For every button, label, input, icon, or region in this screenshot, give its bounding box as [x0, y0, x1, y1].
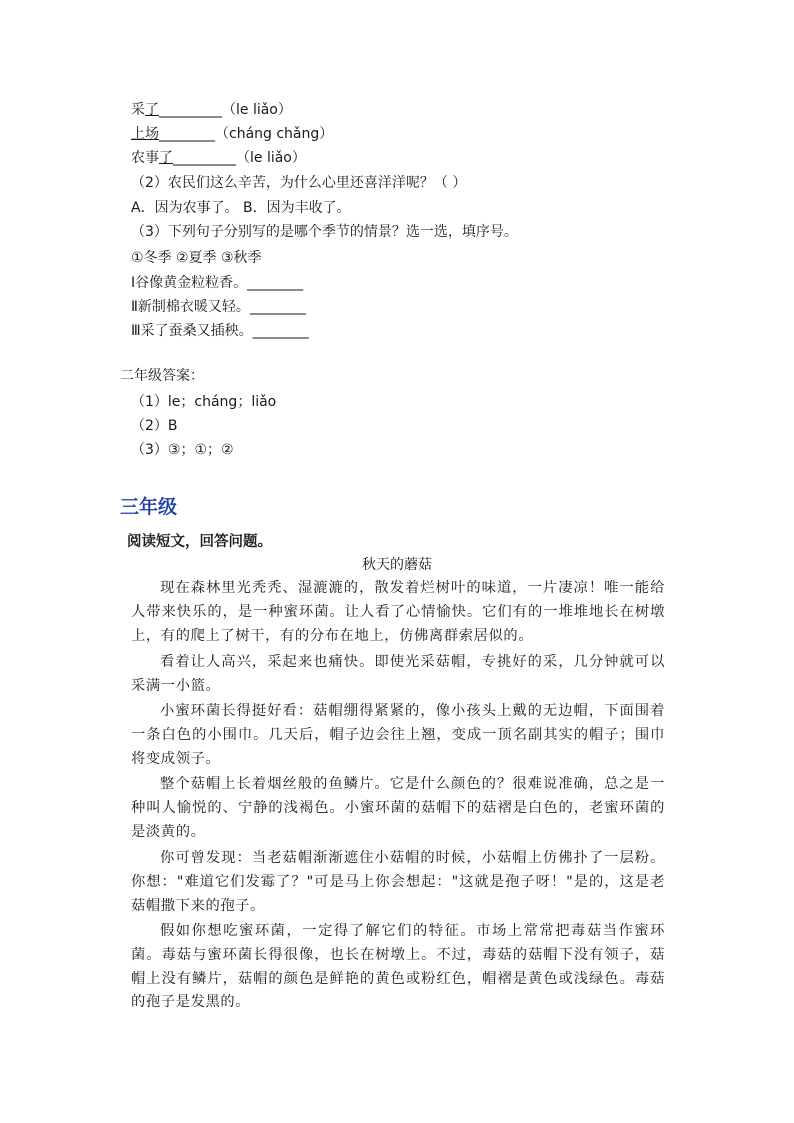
- q3-item-1: Ⅰ谷像黄金粒粒香。________: [131, 275, 304, 291]
- q3-item-3: Ⅲ采了蚕桑又插秧。________: [131, 323, 309, 339]
- paragraph-5: 你可曾发现：当老菇帽渐渐遮住小菇帽的时候，小菇帽上仿佛扑了一层粉。你想："难道它们发霉了？"可是马上你会想起："这就是孢子呀！"是的，这是老菇帽撒下来的孢子。: [131, 850, 665, 914]
- q1-item1-target: 了: [145, 102, 159, 118]
- answer-1: （1）le；cháng；liǎo: [131, 394, 277, 410]
- reading-instruction: 阅读短文，回答问题。: [127, 534, 272, 550]
- paragraph-1: 现在森林里光秃秃、湿漉漉的，散发着烂树叶的味道，一片凄凉！唯一能给人带来快乐的，是一种蜜环菌。让人看了心情愉快。它们有的一堆堆地长在树墩上，有的爬上了树干，有的分布在地上，仿佛离群索居似的。: [131, 580, 665, 644]
- q3-item-2: Ⅱ新制棉衣暖又轻。________: [131, 299, 306, 315]
- q2-prompt: （2）农民们这么辛苦，为什么心里还喜洋洋呢？（ ）: [131, 175, 467, 191]
- story-title: 秋天的蘑菇: [362, 557, 432, 573]
- answers-heading: 二年级答案：: [120, 368, 204, 384]
- q2-options: A．因为农事了。 B．因为丰收了。: [131, 200, 351, 216]
- q1-item-3: [131, 148, 306, 168]
- q1-item3-pinyin: （le liǎo）: [236, 150, 306, 166]
- q3-choices: ①冬季 ②夏季 ③秋季: [131, 250, 262, 266]
- q1-item2-blank[interactable]: ________: [159, 126, 215, 142]
- q1-item1-char: 采: [131, 102, 145, 118]
- q1-item-1: [131, 100, 292, 120]
- paragraph-3: 小蜜环菌长得挺好看：菇帽绷得紧紧的，像小孩头上戴的无边帽，下面围着一条白色的小围巾。几天后，帽子边会往上翘，变成一顶名副其实的帽子；围巾将变成领子。: [131, 703, 665, 767]
- q3-prompt: （3）下列句子分别写的是哪个季节的情景？选一选，填序号。: [131, 224, 518, 240]
- q1-item3-target: 了: [159, 150, 173, 166]
- q1-item2-pinyin: （cháng chǎng）: [215, 126, 334, 142]
- paragraph-6: 假如你想吃蜜环菌，一定得了解它们的特征。市场上常常把毒菇当作蜜环菌。毒菇与蜜环菌长得很像，也长在树墩上。不过，毒菇的菇帽下没有领子，菇帽上没有鳞片，菇帽的颜色是鲜艳的黄色或粉红色，帽褶是黄色或浅绿色。毒菇的孢子是发黑的。: [131, 923, 665, 1011]
- answer-2: （2）B: [131, 418, 178, 434]
- paragraph-4: 整个菇帽上长着烟丝般的鱼鳞片。它是什么颜色的？很难说准确，总之是一种叫人愉悦的、宁静的浅褐色。小蜜环菌的菇帽下的菇褶是白色的，老蜜环菌的是淡黄的。: [131, 776, 665, 840]
- q1-item3-char: 农事: [131, 150, 159, 166]
- q1-item-2: [131, 124, 333, 144]
- answer-3: （3）③；①；②: [131, 442, 234, 458]
- paragraph-2: 看着让人高兴，采起来也痛快。即使光采菇帽，专挑好的采，几分钟就可以采满一小篮。: [131, 654, 665, 694]
- q1-item1-blank[interactable]: _________: [159, 102, 222, 118]
- section-title: 三年级: [120, 496, 178, 518]
- q1-item2-target: 上场: [131, 126, 159, 142]
- q1-item3-blank[interactable]: _________: [173, 150, 236, 166]
- q1-item1-pinyin: （le liǎo）: [222, 102, 292, 118]
